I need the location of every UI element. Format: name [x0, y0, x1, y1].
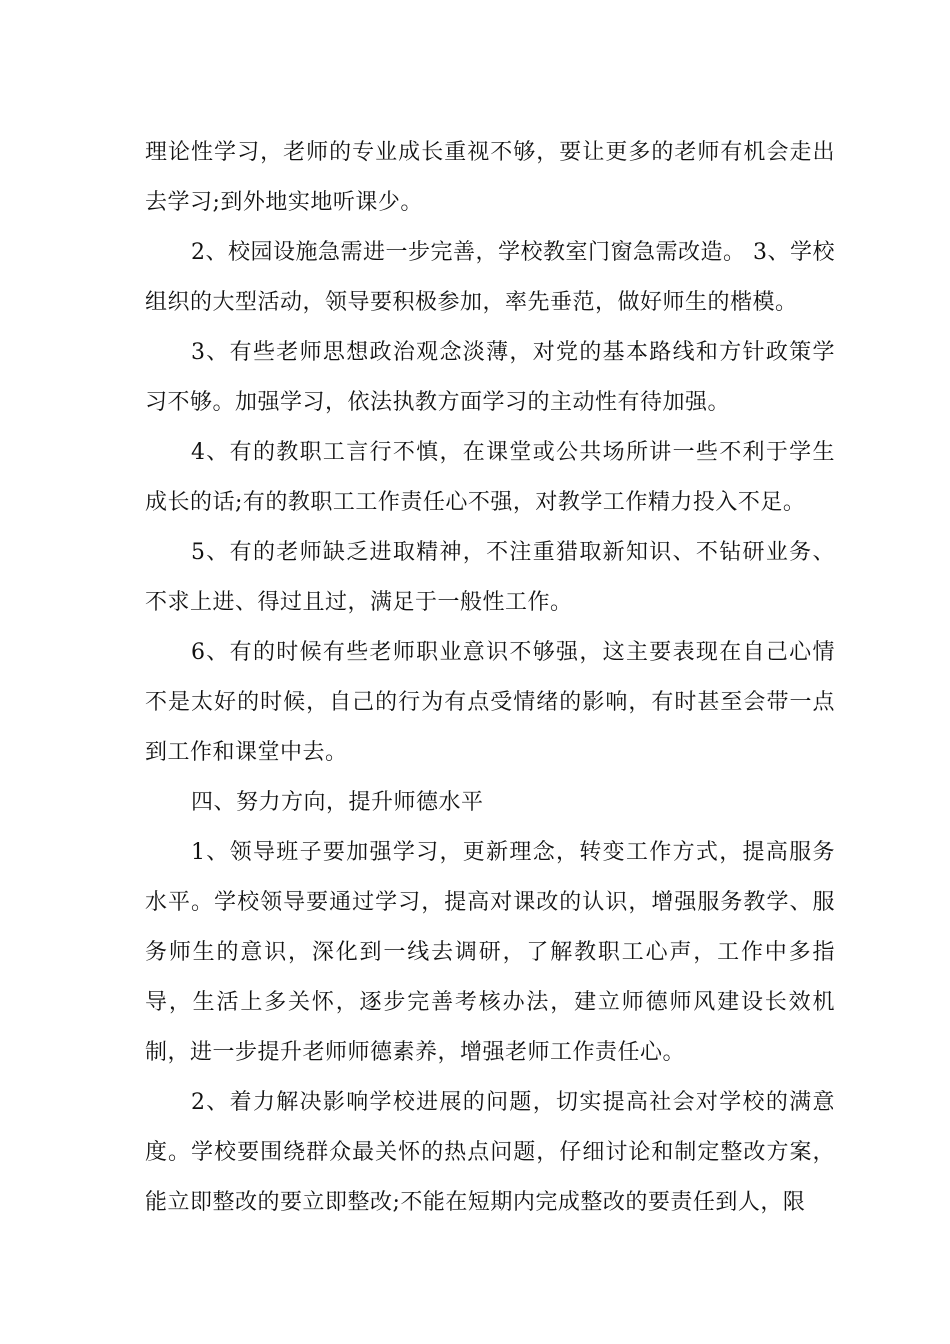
- paragraph-direction-2-problems: 2、着力解决影响学校进展的问题，切实提高社会对学校的满意度。学校要围绕群众最关怀的热点问题，仔细讨论和制定整改方案，能立即整改的要立即整改;不能在短期内完成整改的要责任到人，限: [145, 1090, 835, 1215]
- paragraph-continuation: 理论性学习，老师的专业成长重视不够，要让更多的老师有机会走出去学习;到外地实地听课少。: [145, 140, 835, 215]
- paragraph-item-5-initiative: 5、有的老师缺乏进取精神，不注重猎取新知识、不钻研业务、不求上进、得过且过，满足于一般性工作。: [145, 540, 835, 615]
- paragraph-item-2-facilities: 2、校园设施急需进一步完善，学校教室门窗急需改造。 3、学校组织的大型活动，领导要积极参加，率先垂范，做好师生的楷模。: [145, 240, 835, 315]
- paragraph-item-3-political-study: 3、有些老师思想政治观念淡薄，对党的基本路线和方针政策学习不够。加强学习，依法执教方面学习的主动性有待加强。: [145, 340, 835, 415]
- paragraph-item-6-professionalism: 6、有的时候有些老师职业意识不够强，这主要表现在自己心情不是太好的时候，自己的行为有点受情绪的影响，有时甚至会带一点到工作和课堂中去。: [145, 640, 835, 765]
- document-body: [145, 128, 835, 1228]
- section-heading-four: 四、努力方向，提升师德水平: [191, 790, 484, 815]
- paragraph-direction-1-leadership: 1、领导班子要加强学习，更新理念，转变工作方式，提高服务水平。学校领导要通过学习，提高对课改的认识，增强服务教学、服务师生的意识，深化到一线去调研，了解教职工心声，工作中多指导，生活上多关怀，逐步完善考核办法，建立师德师风建设长效机制，进一步提升老师师德素养，增强老师工作责任心。: [145, 840, 835, 1065]
- paragraph-item-4-conduct: 4、有的教职工言行不慎，在课堂或公共场所讲一些不利于学生成长的话;有的教职工工作责任心不强，对教学工作精力投入不足。: [145, 440, 835, 515]
